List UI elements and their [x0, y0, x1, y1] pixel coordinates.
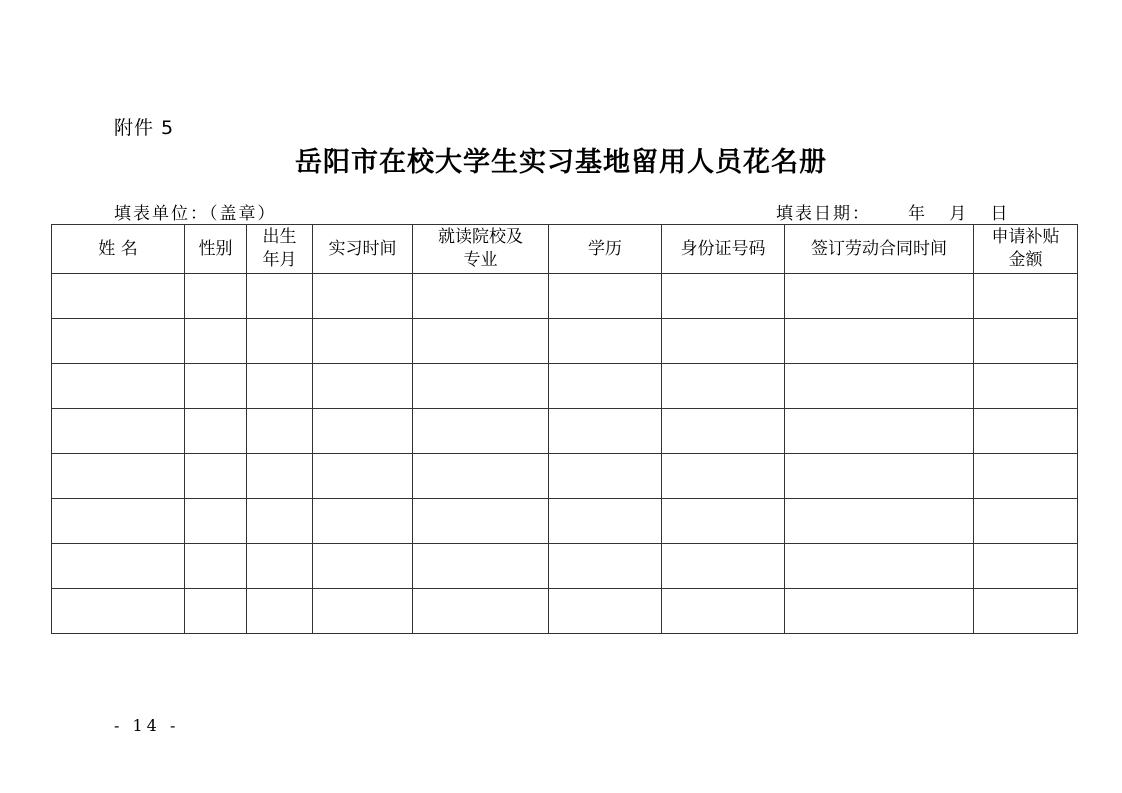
header-school-major: 就读院校及 专业: [413, 225, 549, 274]
fill-date: [776, 199, 1009, 224]
table-cell[interactable]: [974, 589, 1078, 634]
table-cell[interactable]: [662, 409, 785, 454]
table-cell[interactable]: [785, 544, 974, 589]
table-row: [52, 364, 1078, 409]
table-cell[interactable]: [313, 589, 413, 634]
table-cell[interactable]: [974, 364, 1078, 409]
table-cell[interactable]: [413, 544, 549, 589]
table-cell[interactable]: [785, 499, 974, 544]
table-cell[interactable]: [549, 319, 662, 364]
table-cell[interactable]: [247, 589, 313, 634]
header-id-number: 身份证号码: [662, 225, 785, 274]
table-cell[interactable]: [247, 319, 313, 364]
table-cell[interactable]: [549, 589, 662, 634]
table-cell[interactable]: [662, 274, 785, 319]
table-cell[interactable]: [185, 454, 247, 499]
table-cell[interactable]: [662, 499, 785, 544]
table-cell[interactable]: [549, 274, 662, 319]
table-cell[interactable]: [785, 589, 974, 634]
table-cell[interactable]: [413, 589, 549, 634]
table-cell[interactable]: [313, 319, 413, 364]
table-cell[interactable]: [185, 319, 247, 364]
table-cell[interactable]: [313, 499, 413, 544]
table-cell[interactable]: [974, 274, 1078, 319]
fill-date-day: 日: [990, 204, 1010, 224]
header-subsidy-amount: 申请补贴 金额: [974, 225, 1078, 274]
table-cell[interactable]: [313, 274, 413, 319]
table-cell[interactable]: [413, 364, 549, 409]
table-cell[interactable]: [413, 319, 549, 364]
table-cell[interactable]: [185, 364, 247, 409]
table-cell[interactable]: [52, 409, 185, 454]
table-cell[interactable]: [974, 499, 1078, 544]
table-row: [52, 319, 1078, 364]
table-cell[interactable]: [785, 454, 974, 499]
table-cell[interactable]: [247, 454, 313, 499]
header-name: 姓 名: [52, 225, 185, 274]
table-cell[interactable]: [549, 499, 662, 544]
table-cell[interactable]: [247, 274, 313, 319]
table-cell[interactable]: [313, 544, 413, 589]
table-cell[interactable]: [413, 409, 549, 454]
table-cell[interactable]: [549, 454, 662, 499]
table-row: [52, 499, 1078, 544]
table-cell[interactable]: [785, 274, 974, 319]
table-cell[interactable]: [52, 274, 185, 319]
header-gender: 性别: [185, 225, 247, 274]
table-cell[interactable]: [52, 319, 185, 364]
table-cell[interactable]: [247, 364, 313, 409]
fill-unit-label: 填表单位：（盖章）: [114, 204, 277, 224]
table-cell[interactable]: [974, 544, 1078, 589]
table-cell[interactable]: [52, 454, 185, 499]
table-cell[interactable]: [662, 544, 785, 589]
table-cell[interactable]: [185, 274, 247, 319]
table-cell[interactable]: [662, 454, 785, 499]
table-header-row: [52, 225, 1078, 274]
table-cell[interactable]: [549, 364, 662, 409]
table-row: [52, 409, 1078, 454]
table-cell[interactable]: [313, 454, 413, 499]
table-row: [52, 454, 1078, 499]
page-title: 岳阳市在校大学生实习基地留用人员花名册: [295, 147, 827, 178]
table-cell[interactable]: [185, 499, 247, 544]
header-birth-date: 出生 年月: [247, 225, 313, 274]
table-cell[interactable]: [313, 364, 413, 409]
table-cell[interactable]: [52, 364, 185, 409]
table-row: [52, 274, 1078, 319]
table-cell[interactable]: [974, 454, 1078, 499]
table-row: [52, 544, 1078, 589]
table-cell[interactable]: [413, 499, 549, 544]
table-cell[interactable]: [247, 409, 313, 454]
fill-date-year: 年: [908, 204, 928, 224]
table-cell[interactable]: [662, 589, 785, 634]
table-cell[interactable]: [662, 364, 785, 409]
table-cell[interactable]: [185, 409, 247, 454]
table-cell[interactable]: [785, 364, 974, 409]
header-education: 学历: [549, 225, 662, 274]
header-contract-time: 签订劳动合同时间: [785, 225, 974, 274]
table-cell[interactable]: [185, 589, 247, 634]
table-cell[interactable]: [247, 499, 313, 544]
table-cell[interactable]: [52, 544, 185, 589]
table-cell[interactable]: [52, 499, 185, 544]
table-cell[interactable]: [785, 409, 974, 454]
table-cell[interactable]: [662, 319, 785, 364]
header-internship-time: 实习时间: [313, 225, 413, 274]
table-cell[interactable]: [549, 544, 662, 589]
table-cell[interactable]: [52, 589, 185, 634]
table-cell[interactable]: [313, 409, 413, 454]
table-row: [52, 589, 1078, 634]
table-cell[interactable]: [549, 409, 662, 454]
table-cell[interactable]: [974, 319, 1078, 364]
table-cell[interactable]: [413, 274, 549, 319]
table-cell[interactable]: [185, 544, 247, 589]
table-cell[interactable]: [413, 454, 549, 499]
table-cell[interactable]: [247, 544, 313, 589]
page-number: - 14 -: [114, 716, 180, 735]
attachment-label: 附件 5: [114, 117, 175, 139]
roster-table: [51, 224, 1078, 634]
fill-date-month: 月: [949, 204, 969, 224]
table-cell[interactable]: [974, 409, 1078, 454]
fill-date-label: 填表日期：: [776, 204, 871, 224]
table-cell[interactable]: [785, 319, 974, 364]
